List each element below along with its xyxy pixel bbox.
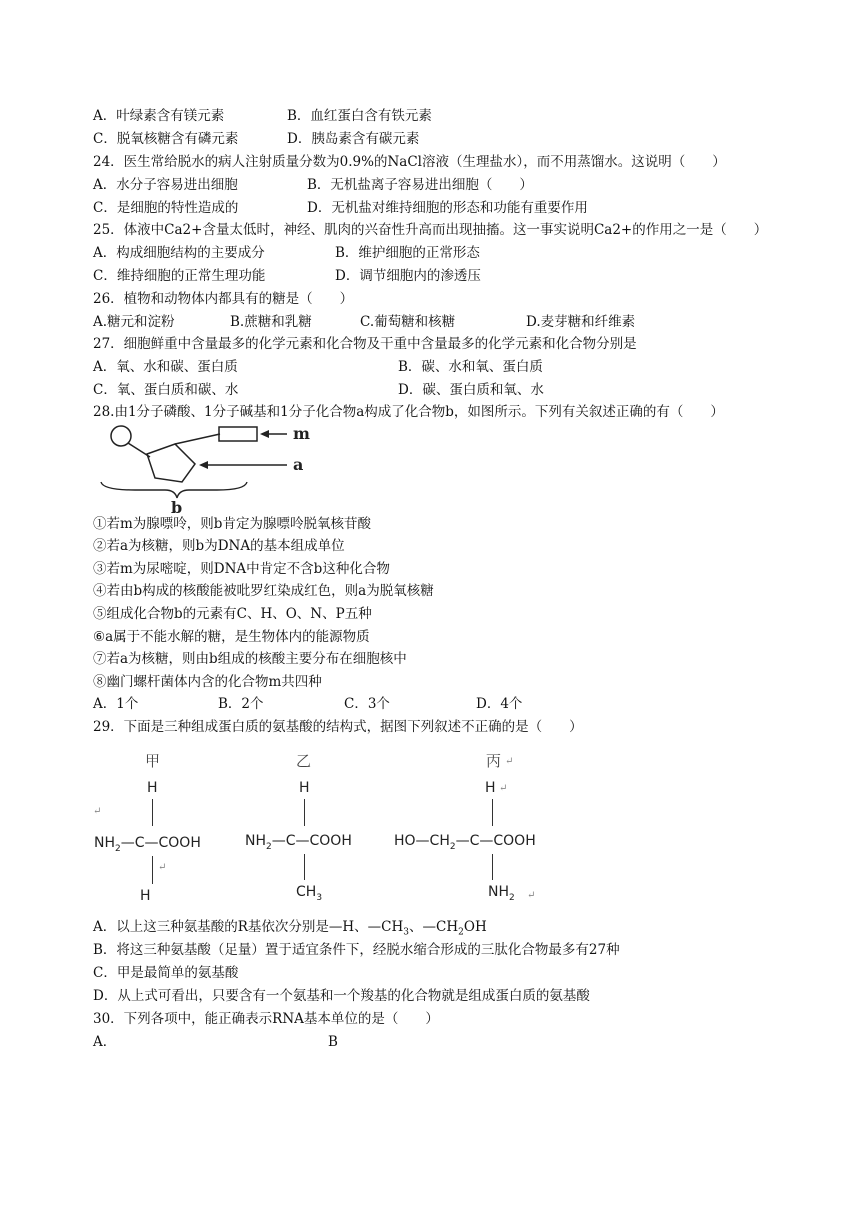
q24-stem: 24．医生常给脱水的病人注射质量分数为0.9%的NaCl溶液（生理盐水），而不用蒸馏水。这说明（ ） — [93, 154, 726, 170]
q28-option-b: B．2个 — [218, 696, 264, 712]
q29-option-a: A．以上这三种氨基酸的R基依次分别是—H、$—CH_3$、$—CH_2OH$ — [93, 919, 487, 938]
q25-option-d: D．调节细胞内的渗透压 — [335, 268, 481, 284]
q29-option-c: C．甲是最简单的氨基酸 — [93, 965, 239, 981]
q28-statement-2: ②若a为核糖，则b为DNA的基本组成单位 — [93, 538, 345, 554]
jia-bond-bottom — [152, 856, 153, 884]
q27-stem: 27．细胞鲜重中含量最多的化学元素和化合物及干重中含量最多的化学元素和化合物分别是 — [93, 336, 637, 352]
q29-option-d: D．从上式可看出，只要含有一个氨基和一个羧基的化合物就是组成蛋白质的氨基酸 — [93, 988, 590, 1004]
label-a: a — [293, 455, 304, 474]
q25-stem: 25．体液中Ca2+含量太低时，神经、肌肉的兴奋性升高而出现抽搐。这一事实说明Ca2+的作用之一是（ ） — [93, 222, 768, 238]
jia-nh2: $NH_2—C—COOH$ — [94, 835, 201, 854]
bing-ho-ch2: $HO—CH_2—C—COOH$ — [394, 833, 536, 852]
paragraph-mark: ↵ — [505, 756, 514, 767]
bing-bond-bottom — [492, 854, 493, 880]
q26-option-d: D.麦芽糖和纤维素 — [526, 314, 636, 330]
q23-option-d: D．胰岛素含有碳元素 — [287, 131, 420, 147]
q27-option-b: B．碳、水和氧、蛋白质 — [398, 359, 543, 375]
jia-top-h: H — [147, 780, 158, 796]
q25-option-c: C．维持细胞的正常生理功能 — [93, 268, 266, 284]
base-box — [219, 427, 257, 441]
q24-option-d: D．无机盐对维持细胞的形态和功能有重要作用 — [307, 200, 588, 216]
q25-option-a: A．构成细胞结构的主要成分 — [93, 245, 265, 261]
q28-statement-8: ⑧幽门螺杆菌体内含的化合物m共四种 — [93, 674, 322, 690]
jia-bottom-h: H — [140, 888, 151, 904]
q24-option-c: C．是细胞的特性造成的 — [93, 200, 239, 216]
label-jia: 甲 — [145, 752, 161, 770]
q28-statement-7: ⑦若a为核糖，则由b组成的核酸主要分布在细胞核中 — [93, 651, 407, 667]
q26-stem: 26．植物和动物体内都具有的糖是（ ） — [93, 291, 354, 307]
q23-option-c: C．脱氧核糖含有磷元素 — [93, 131, 239, 147]
paragraph-mark: ↵ — [499, 783, 508, 794]
arrow-m-head — [260, 430, 269, 438]
q29-stem: 29．下面是三种组成蛋白质的氨基酸的结构式，据图下列叙述不正确的是（ ） — [93, 719, 583, 735]
q28-statement-3: ③若m为尿嘧啶，则DNA中肯定不含b这种化合物 — [93, 561, 390, 577]
q30-option-a: A． — [93, 1034, 117, 1050]
yi-top-h: H — [299, 780, 310, 796]
q28-statement-1: ①若m为腺嘌呤，则b肯定为腺嘌呤脱氧核苷酸 — [93, 516, 371, 532]
label-m: m — [293, 424, 310, 443]
q26-option-a: A.糖元和淀粉 — [93, 314, 175, 330]
paragraph-mark: ↵ — [158, 862, 167, 873]
q29-option-b: B．将这三种氨基酸（足量）置于适宜条件下，经脱水缩合形成的三肽化合物最多有27种 — [93, 942, 620, 958]
q28-statement-5: ⑤组成化合物b的元素有C、H、O、N、P五种 — [93, 606, 372, 622]
q26-option-b: B.蔗糖和乳糖 — [230, 314, 312, 330]
q27-option-d: D．碳、蛋白质和氧、水 — [398, 382, 544, 398]
q23-option-a: A．叶绿素含有镁元素 — [93, 108, 225, 124]
paragraph-mark: ↵ — [93, 806, 102, 817]
pentose-sugar — [147, 444, 195, 482]
bing-top-h: H — [485, 780, 496, 796]
q24-option-a: A．水分子容易进出细胞 — [93, 177, 238, 193]
q28-stem: 28.由1分子磷酸、1分子碱基和1分子化合物a构成了化合物b，如图所示。下列有关叙述正确的有（ ） — [93, 404, 724, 420]
jia-bond-top — [152, 799, 153, 826]
arrow-a-head — [199, 461, 208, 469]
q24-option-b: B．无机盐离子容易进出细胞（ ） — [307, 177, 533, 193]
paragraph-mark: ↵ — [527, 890, 536, 901]
label-b: b — [171, 498, 183, 515]
yi-ch3: $CH_3$ — [296, 884, 323, 903]
q28-option-a: A．1个 — [93, 696, 139, 712]
brace — [101, 482, 247, 498]
base-bond — [175, 434, 220, 444]
q25-option-b: B．维护细胞的正常形态 — [335, 245, 480, 261]
nucleotide-diagram — [95, 420, 325, 515]
q27-option-a: A．氧、水和碳、蛋白质 — [93, 359, 238, 375]
q27-option-c: C．氧、蛋白质和碳、水 — [93, 382, 239, 398]
yi-nh2: $NH_2—C—COOH$ — [245, 833, 352, 852]
yi-bond-bottom — [304, 854, 305, 880]
q30-stem: 30．下列各项中，能正确表示RNA基本单位的是（ ） — [93, 1011, 439, 1027]
q28-option-d: D．4个 — [476, 696, 523, 712]
yi-bond-top — [304, 799, 305, 826]
bing-bond-top — [492, 799, 493, 826]
q30-option-b: B — [328, 1034, 338, 1050]
q26-option-c: C.葡萄糖和核糖 — [360, 314, 456, 330]
q23-option-b: B．血红蛋白含有铁元素 — [287, 108, 432, 124]
q28-statement-6: ⑥a属于不能水解的糖，是生物体内的能源物质 — [93, 629, 370, 645]
q28-statement-4: ④若由b构成的核酸能被吡罗红染成红色，则a为脱氧核糖 — [93, 583, 434, 599]
label-yi: 乙 — [296, 752, 312, 770]
bing-nh2: $NH_2$ — [488, 884, 515, 903]
q28-option-c: C．3个 — [344, 696, 390, 712]
label-bing: 丙 — [486, 752, 502, 770]
